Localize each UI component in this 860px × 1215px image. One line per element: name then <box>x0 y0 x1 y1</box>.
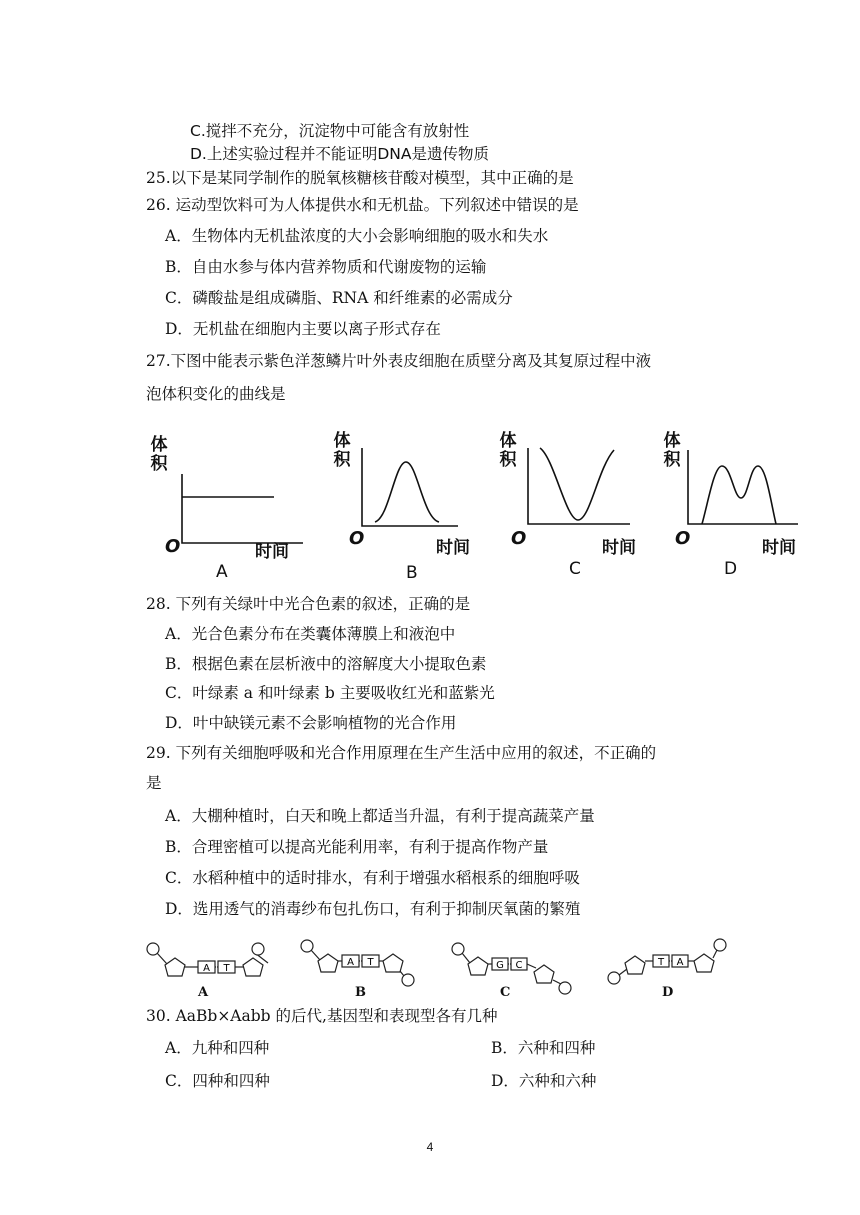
q26-option-a: A．生物体内无机盐浓度的大小会影响细胞的吸水和失水 <box>165 227 549 245</box>
graph-a-xlabel: 时间 <box>255 542 289 562</box>
graph-c-xlabel: 时间 <box>602 538 636 558</box>
q30-option-d: D．六种和六种 <box>491 1072 597 1090</box>
q29-option-c: C．水稻种植中的适时排水，有利于增强水稻根系的细胞呼吸 <box>165 869 580 887</box>
q30-stem: 30. AaBb×Aabb 的后代,基因型和表现型各有几种 <box>146 1007 498 1025</box>
nucleotide-pair-a <box>142 936 322 1000</box>
q28-option-d: D．叶中缺镁元素不会影响植物的光合作用 <box>165 714 457 732</box>
q24-option-c: C.搅拌不充分，沉淀物中可能含有放射性 <box>190 122 470 140</box>
page-number: 4 <box>426 1140 434 1154</box>
nucleotide-pair-a-diagram <box>142 936 322 1000</box>
nucleotide-a-base1: A <box>203 963 210 974</box>
volume-graph-a <box>148 428 308 583</box>
q28-option-a: A．光合色素分布在类囊体薄膜上和液泡中 <box>165 625 456 643</box>
q30-option-c: C．四种和四种 <box>165 1072 270 1090</box>
graph-c-origin: O <box>511 528 527 549</box>
graph-d-caption: D <box>724 559 738 579</box>
q26-option-b: B．自由水参与体内营养物质和代谢废物的运输 <box>165 258 487 276</box>
q28-stem: 28. 下列有关绿叶中光合色素的叙述，正确的是 <box>146 595 471 613</box>
nucleotide-c-caption: C <box>500 985 511 1000</box>
graph-b-caption: B <box>406 563 418 583</box>
graph-c-caption: C <box>569 559 581 579</box>
nucleotide-a-base2: T <box>223 963 230 974</box>
graph-b-origin: O <box>349 528 365 549</box>
q30-option-b: B．六种和四种 <box>491 1039 596 1057</box>
nucleotide-d-base1: T <box>657 957 665 968</box>
nucleotide-pair-d <box>602 936 782 1000</box>
q24-option-d: D.上述实验过程并不能证明DNA是遗传物质 <box>190 145 489 163</box>
nucleotide-c-base1: G <box>496 960 504 971</box>
q27-stem-line1: 27.下图中能表示紫色洋葱鳞片叶外表皮细胞在质壁分离及其复原过程中液 <box>146 352 652 370</box>
volume-graph-d <box>658 428 818 583</box>
q29-stem-line2: 是 <box>146 774 162 792</box>
graph-b-curve <box>375 462 439 522</box>
graph-a-origin: O <box>165 536 181 557</box>
nucleotide-b-base1: A <box>347 957 354 968</box>
nucleotide-b-caption: B <box>355 985 366 1000</box>
graph-d-xlabel: 时间 <box>762 538 796 558</box>
graph-b-xlabel: 时间 <box>436 538 470 558</box>
q30-option-a: A．九种和四种 <box>165 1039 270 1057</box>
nucleotide-a-caption: A <box>198 985 209 1000</box>
q29-option-a: A．大棚种植时，白天和晚上都适当升温，有利于提高蔬菜产量 <box>165 807 595 825</box>
q27-stem-line2: 泡体积变化的曲线是 <box>146 385 286 403</box>
graph-a-caption: A <box>216 562 228 582</box>
graph-b-ylabel: 体积 <box>333 431 351 470</box>
nucleotide-c-base2: C <box>515 960 523 971</box>
q25-stem: 25.以下是某同学制作的脱氧核糖核苷酸对模型，其中正确的是 <box>146 169 574 187</box>
nucleotide-pair-d-diagram <box>602 936 782 1000</box>
q28-option-c: C．叶绿素 a 和叶绿素 b 主要吸收红光和蓝紫光 <box>165 684 495 702</box>
q29-stem-line1: 29. 下列有关细胞呼吸和光合作用原理在生产生活中应用的叙述，不正确的 <box>146 744 657 762</box>
volume-graph-c <box>494 428 654 583</box>
q26-option-c: C．磷酸盐是组成磷脂、RNA 和纤维素的必需成分 <box>165 289 513 307</box>
graph-d-origin: O <box>675 528 691 549</box>
graph-d-ylabel: 体积 <box>663 431 681 470</box>
graph-d-plot <box>658 428 818 583</box>
q26-stem: 26. 运动型饮料可为人体提供水和无机盐。下列叙述中错误的是 <box>146 196 579 214</box>
volume-graph-b <box>325 428 485 583</box>
graph-a-ylabel: 体积 <box>150 435 168 474</box>
q26-option-d: D．无机盐在细胞内主要以离子形式存在 <box>165 320 441 338</box>
graph-d-curve <box>702 466 776 524</box>
nucleotide-pair-c-diagram <box>444 936 624 1000</box>
q28-option-b: B．根据色素在层析液中的溶解度大小提取色素 <box>165 655 487 673</box>
q29-option-d: D．选用透气的消毒纱布包扎伤口，有利于抑制厌氧菌的繁殖 <box>165 900 581 918</box>
nucleotide-d-caption: D <box>662 985 674 1000</box>
nucleotide-b-base2: T <box>367 957 374 968</box>
q29-option-b: B．合理密植可以提高光能利用率，有利于提高作物产量 <box>165 838 549 856</box>
nucleotide-pair-c <box>444 936 624 1000</box>
graph-c-curve <box>540 448 614 520</box>
nucleotide-d-base2: A <box>676 957 684 968</box>
graph-b-plot <box>325 428 485 583</box>
graph-c-ylabel: 体积 <box>499 431 517 470</box>
